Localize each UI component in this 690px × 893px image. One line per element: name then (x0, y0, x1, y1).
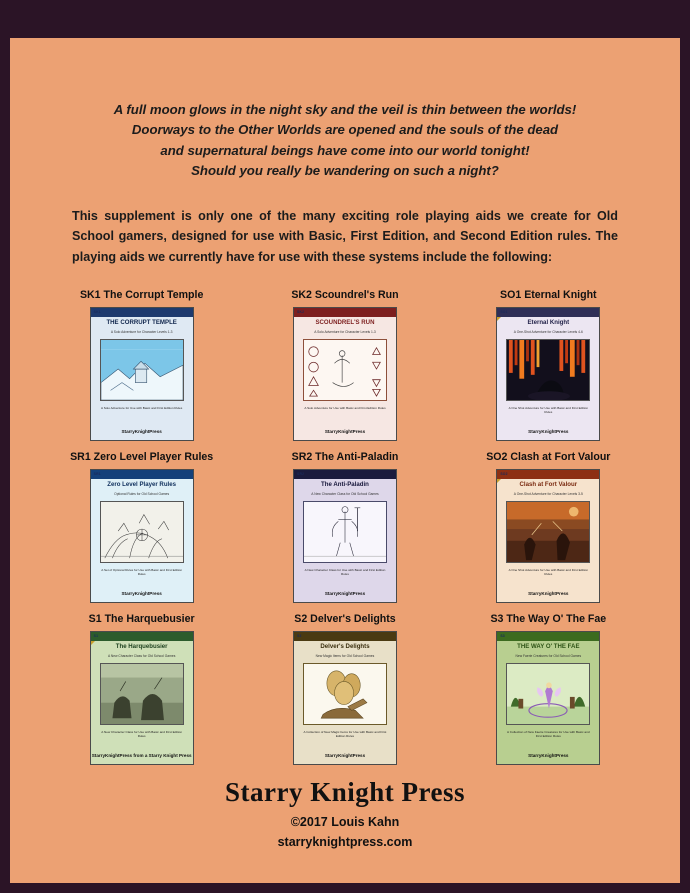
cover-press: StarryKnightPress (324, 428, 366, 434)
product-item[interactable] (447, 613, 650, 765)
cover-title: The Anti-Paladin (321, 480, 369, 488)
cover-badge: SR1 (93, 471, 101, 476)
cover-press: StarryKnightPress (528, 428, 569, 434)
product-cover-image[interactable] (496, 469, 600, 603)
cover-title: The Harquebusier (115, 642, 168, 650)
cover-blurb: A New Character Class for Use with Basic and First Edition Rules (101, 729, 183, 738)
product-item[interactable] (447, 289, 650, 441)
poem-line-4: Should you really be wandering on such a night? (191, 163, 499, 179)
cover-blurb: A Solo Adventure for Use with Basic and First Edition Rules (100, 405, 183, 410)
cover-band (497, 470, 599, 479)
cover-artwork (100, 663, 184, 725)
cover-artwork (100, 339, 184, 401)
product-item[interactable] (40, 451, 243, 603)
cover-subtitle: New Magic Items for Old School Games (315, 653, 375, 658)
product-caption: SO2 Clash at Fort Valour (486, 450, 611, 463)
cover-subtitle: A One-Shot Adventure for Character Levels 4-6 (513, 329, 583, 334)
cover-blurb: A Set of Optional Rules for Use with Basic and First Edition Rules (101, 567, 183, 576)
cover-badge: S3 (500, 633, 505, 638)
cover-title: SCOUNDREL'S RUN (315, 318, 375, 326)
product-caption: S3 The Way O' The Fae (490, 612, 607, 625)
cover-badge: SK1 (93, 309, 101, 314)
cover-artwork (303, 663, 387, 725)
product-grid (40, 289, 650, 765)
cover-press: StarryKnightPress (121, 590, 162, 596)
cover-badge: SK2 (296, 309, 305, 314)
cover-title: Delver's Delights (320, 642, 370, 650)
product-item[interactable] (40, 289, 243, 441)
cover-title: Clash at Fort Valour (519, 480, 578, 488)
product-item[interactable] (40, 613, 243, 765)
cover-blurb: A One Shot Adventure for Use with Basic and First Edition Rules (508, 405, 589, 414)
product-cover-image[interactable] (90, 469, 194, 603)
cover-title: THE CORRUPT TEMPLE (106, 318, 177, 326)
cover-press: StarryKnightPress (324, 590, 366, 596)
poem-line-1: A full moon glows in the night sky and the veil is thin between the worlds! (113, 102, 577, 117)
cover-band (91, 308, 193, 317)
cover-artwork (303, 339, 387, 401)
product-cover-image[interactable] (293, 307, 397, 441)
cover-artwork (303, 501, 387, 563)
cover-subtitle: A New Character Class for Old School Games (107, 653, 176, 658)
product-caption: SR2 The Anti-Paladin (291, 450, 399, 463)
product-item[interactable] (243, 451, 446, 603)
cover-title: Zero Level Player Rules (107, 480, 177, 488)
cover-band (294, 308, 396, 317)
cover-blurb: A One Shot Adventure for Use with Basic and First Edition Rules (508, 567, 589, 576)
cover-band (294, 632, 396, 641)
top-border-band (0, 0, 690, 38)
cover-band (497, 308, 599, 317)
footer (10, 777, 680, 849)
publisher-name: Starry Knight Press (225, 777, 465, 807)
poem-line-2: Doorways to the Other Worlds are opened and the souls of the dead (131, 122, 559, 138)
cover-subtitle: A Solo Adventure for Character Levels 1-3 (110, 329, 173, 334)
cover-press: StarryKnightPress (324, 752, 366, 758)
copyright-line: ©2017 Louis Kahn (290, 815, 400, 829)
cover-blurb: A New Character Class for Use with Basic and First Edition Rules (304, 567, 386, 576)
cover-band (91, 470, 193, 479)
cover-press: StarryKnightPress (121, 428, 162, 434)
cover-band (91, 632, 193, 641)
back-cover-sheet (10, 38, 680, 883)
cover-subtitle: Optional Rules for Old School Games (114, 491, 170, 496)
cover-artwork (100, 501, 184, 563)
cover-band (497, 632, 599, 641)
cover-subtitle: A Solo Adventure for Character Levels 1-3 (314, 329, 376, 334)
cover-subtitle: A New Character Class for Old School Games (311, 491, 379, 496)
product-caption: SK1 The Corrupt Temple (79, 288, 204, 301)
product-cover-image[interactable] (496, 631, 600, 765)
cover-subtitle: New Faerie Creatures for Old School Games (515, 653, 582, 658)
cover-blurb: A Collection of New Magic Items for Use with Basic and First Edition Rules (303, 729, 387, 738)
product-item[interactable] (243, 613, 446, 765)
intro-paragraph: This supplement is only one of the many exciting role playing aids we create for Old School gamers, designed for use with Basic, First Edition, and Second Edition rules. The playing aids we currently have for use with these systems include the following: (72, 208, 618, 264)
cover-title: Eternal Knight (527, 318, 570, 326)
product-caption: SR1 Zero Level Player Rules (70, 450, 214, 463)
cover-artwork (506, 501, 590, 563)
cover-badge: S1 (93, 633, 99, 638)
cover-press: StarryKnightPress from a Starry Knight Press (91, 752, 192, 758)
product-caption: S2 Delver's Delights (294, 612, 396, 625)
cover-badge: S2 (296, 633, 302, 638)
product-cover-image[interactable] (90, 307, 194, 441)
website-link[interactable]: starryknightpress.com (277, 835, 413, 849)
cover-band (294, 470, 396, 479)
product-item[interactable] (447, 451, 650, 603)
cover-press: StarryKnightPress (528, 752, 569, 758)
product-cover-image[interactable] (496, 307, 600, 441)
cover-subtitle: A One-Shot Adventure for Character Levels 3-5 (513, 491, 583, 496)
cover-badge: SO1 (500, 309, 508, 314)
cover-title: THE WAY O' THE FAE (517, 642, 580, 650)
poem-line-3: and supernatural beings have come into our world tonight! (160, 142, 530, 158)
product-cover-image[interactable] (293, 469, 397, 603)
product-caption: SK2 Scoundrel's Run (291, 288, 399, 301)
product-cover-image[interactable] (90, 631, 194, 765)
cover-blurb: A Solo Adventure for Use with Basic and First Edition Rules (304, 405, 386, 410)
product-caption: SO1 Eternal Knight (500, 288, 597, 301)
cover-blurb: A Collection of New Faerie Creatures for Use with Basic and First Edition Rules (507, 729, 590, 738)
cover-artwork (506, 663, 590, 725)
product-cover-image[interactable] (293, 631, 397, 765)
product-caption: S1 The Harquebusier (88, 612, 195, 625)
poem-block (10, 100, 680, 182)
product-item[interactable] (243, 289, 446, 441)
cover-badge: SO2 (500, 471, 508, 476)
cover-badge: SR2 (296, 471, 305, 476)
cover-artwork (506, 339, 590, 401)
cover-press: StarryKnightPress (528, 590, 569, 596)
